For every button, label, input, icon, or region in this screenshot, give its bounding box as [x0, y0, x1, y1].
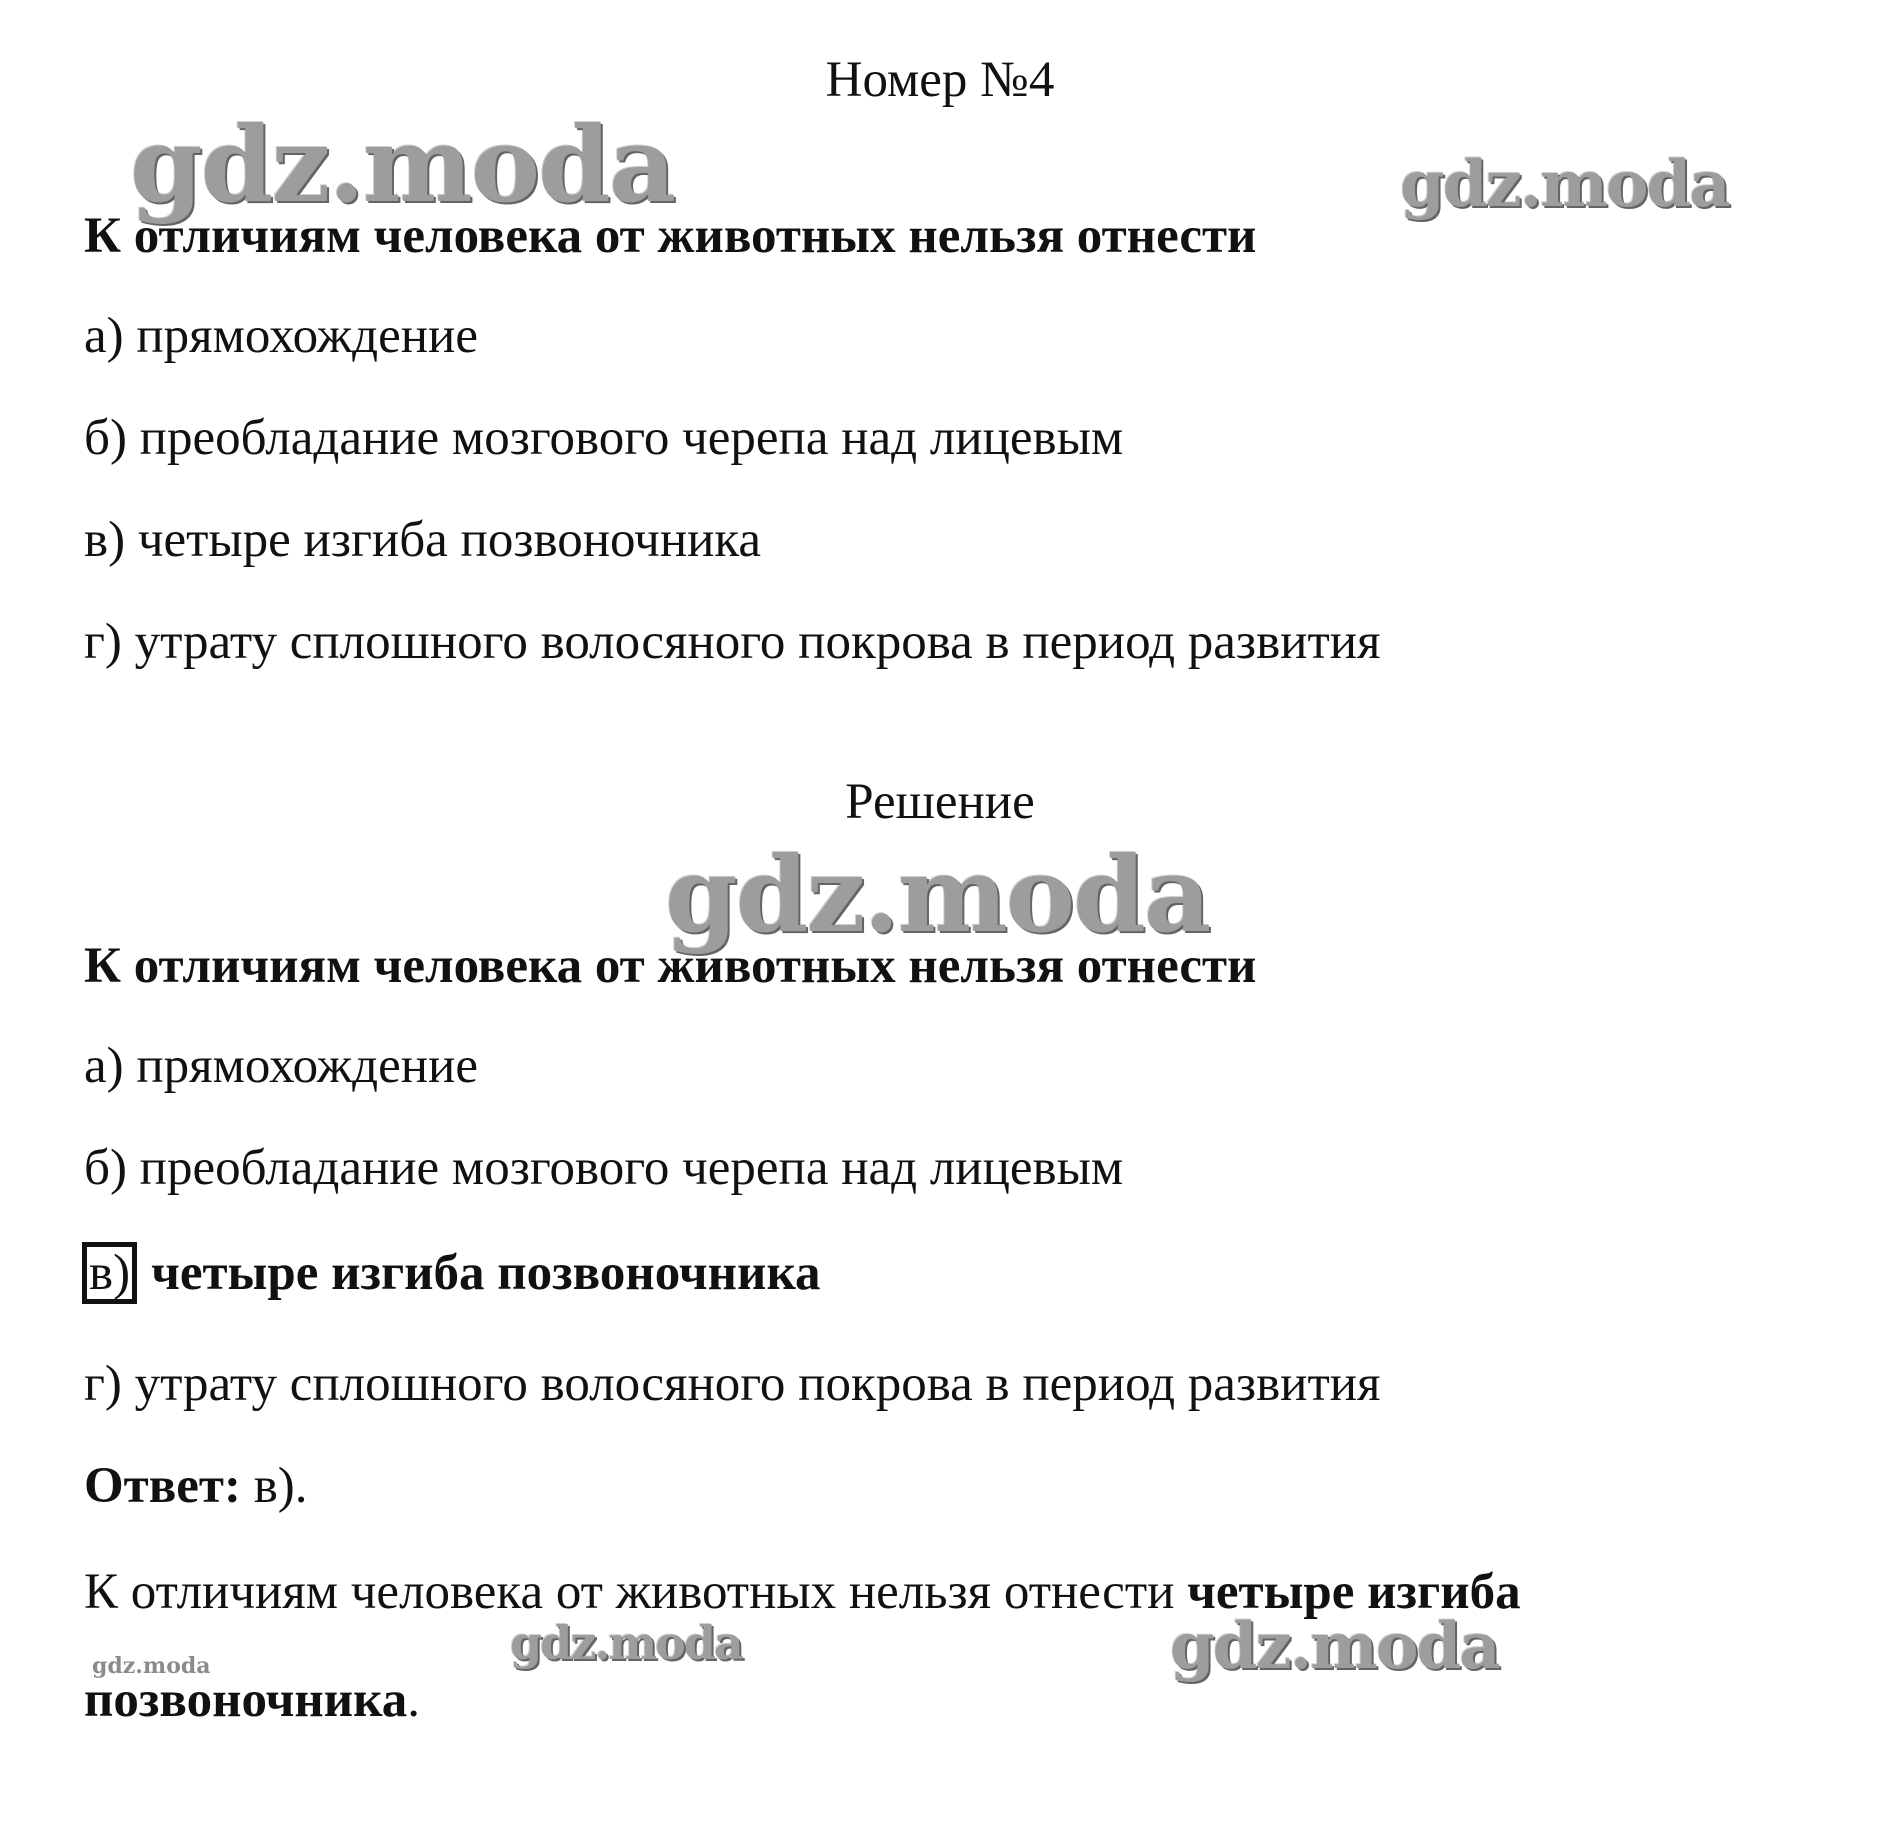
watermark-logo: gdz.moda — [92, 1653, 211, 1679]
answer-value: в). — [240, 1458, 308, 1514]
solution-option-a: а) прямохождение — [84, 1038, 478, 1094]
solution-title: Решение — [845, 774, 1035, 830]
solution-option-c — [84, 1242, 821, 1304]
question-prompt: К отличиям человека от животных нельзя отнести — [84, 208, 1257, 264]
explanation-bold-1: четыре изгиба — [1187, 1564, 1521, 1620]
watermark-logo: gdz.moda — [510, 1616, 742, 1670]
page-title: Номер №4 — [825, 52, 1055, 108]
watermark-logo: gdz.moda — [665, 833, 1210, 956]
question-option-a: а) прямохождение — [84, 308, 478, 364]
selected-answer-box: в) — [82, 1242, 137, 1304]
question-option-c: в) четыре изгиба позвоночника — [84, 512, 762, 568]
watermark-logo: gdz.moda — [1170, 1609, 1499, 1684]
question-option-b: б) преобладание мозгового черепа над лицевым — [84, 410, 1124, 466]
answer-line — [84, 1456, 308, 1516]
answer-label: Ответ: — [84, 1458, 241, 1514]
solution-prompt: К отличиям человека от животных нельзя отнести — [84, 938, 1257, 994]
solution-option-d: г) утрату сплошного волосяного покрова в период развития — [84, 1356, 1381, 1412]
explanation-plain: К отличиям человека от животных нельзя отнести — [84, 1564, 1188, 1620]
watermark-logo: gdz.moda — [1400, 147, 1729, 222]
explanation-end: . — [407, 1672, 421, 1728]
selected-answer-text: четыре изгиба позвоночника — [151, 1245, 821, 1301]
explanation-line-2 — [84, 1670, 420, 1730]
question-option-d: г) утрату сплошного волосяного покрова в период развития — [84, 614, 1381, 670]
solution-option-b: б) преобладание мозгового черепа над лицевым — [84, 1140, 1124, 1196]
explanation-bold-2: позвоночника — [84, 1672, 408, 1728]
watermark-logo: gdz.moda — [130, 103, 675, 226]
